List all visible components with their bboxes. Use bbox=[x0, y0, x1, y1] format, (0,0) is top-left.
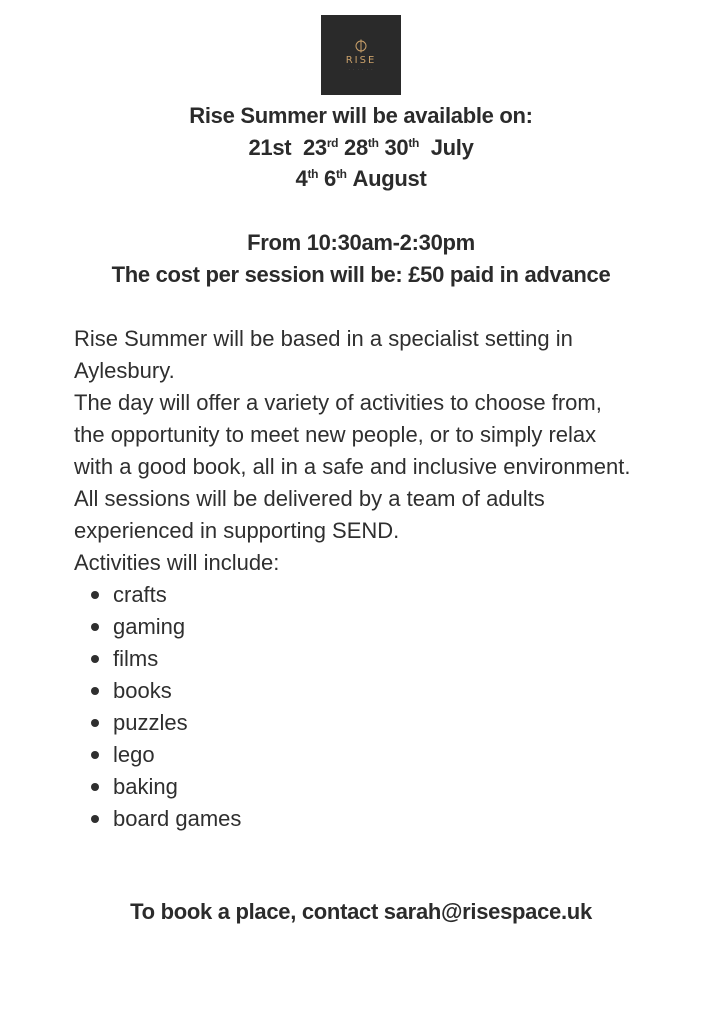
list-item: books bbox=[113, 675, 634, 707]
month-july: July bbox=[430, 135, 474, 160]
date-4: 4 bbox=[295, 166, 308, 191]
date-21: 21st bbox=[248, 135, 292, 160]
month-august: August bbox=[352, 166, 427, 191]
logo-wordmark: RISE bbox=[345, 54, 377, 66]
activities-list bbox=[74, 579, 634, 835]
list-item: crafts bbox=[113, 579, 634, 611]
session-cost: The cost per session will be: £50 paid in advance bbox=[111, 262, 611, 287]
activities-intro: Activities will include: bbox=[74, 550, 280, 575]
list-item: gaming bbox=[113, 611, 634, 643]
list-item: board games bbox=[113, 803, 634, 835]
logo-tagline-mark: · · · · · · bbox=[348, 66, 374, 72]
date-23-suffix: rd bbox=[326, 136, 339, 150]
list-item: baking bbox=[113, 771, 634, 803]
date-28: 28 bbox=[344, 135, 368, 160]
session-time: From 10:30am-2:30pm bbox=[247, 230, 475, 255]
list-item: films bbox=[113, 643, 634, 675]
date-28-suffix: th bbox=[367, 136, 379, 150]
staff-paragraph: All sessions will be delivered by a team of adults experienced in supporting SEND. bbox=[74, 486, 545, 543]
date-30: 30 bbox=[384, 135, 409, 160]
location-paragraph: Rise Summer will be based in a specialist setting in Aylesbury. bbox=[74, 326, 573, 383]
availability-title: Rise Summer will be available on: bbox=[189, 103, 533, 128]
rise-logo-icon bbox=[354, 39, 368, 53]
rise-logo bbox=[321, 15, 401, 95]
date-30-suffix: th bbox=[408, 136, 420, 150]
july-dates bbox=[0, 132, 722, 164]
august-dates bbox=[0, 163, 722, 195]
date-6: 6 bbox=[324, 166, 336, 191]
list-item: puzzles bbox=[113, 707, 634, 739]
booking-contact: To book a place, contact sarah@risespace.uk bbox=[130, 899, 592, 924]
date-23: 23 bbox=[302, 135, 327, 160]
date-6-suffix: th bbox=[335, 167, 347, 181]
date-4-suffix: th bbox=[307, 167, 319, 181]
offer-paragraph: The day will offer a variety of activities to choose from, the opportunity to meet new people, or to simply relax with a good book, all in a safe and inclusive environment. bbox=[74, 390, 631, 479]
description bbox=[74, 323, 634, 835]
list-item: lego bbox=[113, 739, 634, 771]
